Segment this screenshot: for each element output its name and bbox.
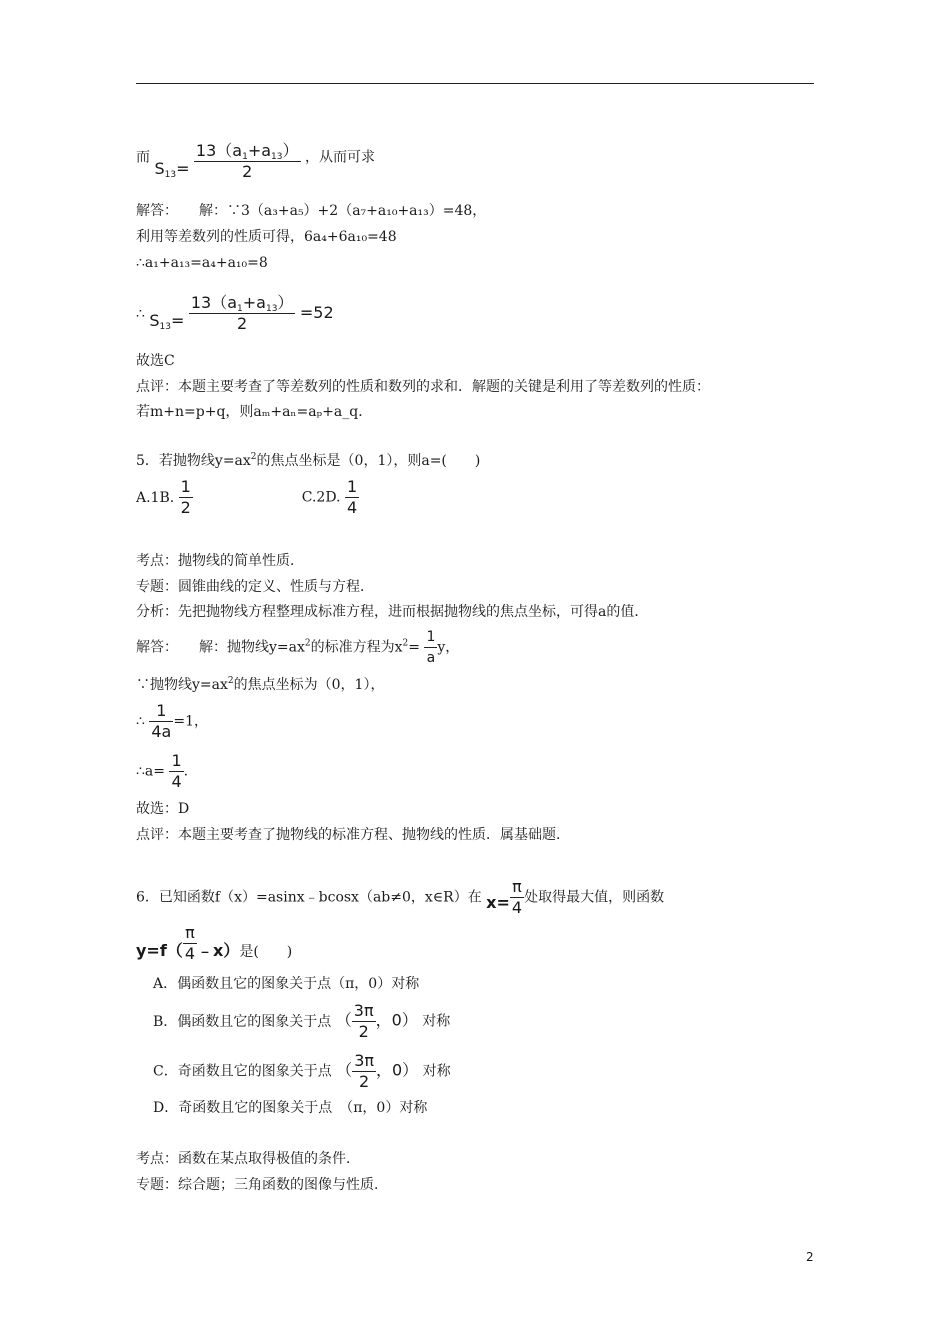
- fraction: $\frac{\pi}{4}$: [511, 877, 523, 917]
- fraction: $\frac{1}{4}$: [171, 751, 182, 791]
- option-c: C．奇函数且它的图象关于点 （ $\frac{3\pi}{2}$ ，0） 对称: [153, 1051, 451, 1091]
- question-6-stem: 6．已知函数f（x）=asinx﹣bcosx（ab≠0，x∈R）在 x= $\frac{\pi}{4}$ 处取得最大值，则函数: [136, 877, 665, 917]
- question-5-stem: 5．若抛物线$y=ax^2$的焦点坐标是（0，1），则a=( ): [136, 452, 481, 469]
- fraction: $\frac{3\pi}{2}$: [354, 1051, 374, 1091]
- solution-line: ∴a₁+a₁₃=a₄+a₁₀=8: [136, 255, 268, 271]
- choice: 故选：D: [136, 801, 190, 817]
- s13-symbol: $S_{13}=$: [154, 158, 190, 180]
- solution-line: 解答： 解：∵3（a₃+a₅）+2（a₇+a₁₀+a₁₃）=48，: [136, 203, 487, 219]
- jieda: 解答： 解：抛物线$y=ax^2$的标准方程为$x^2=$ $\frac{1}{a}$ y，: [136, 629, 460, 666]
- equation-line: ∴ $\frac{1}{4a}$ =1，: [136, 701, 208, 741]
- option-a: A．偶函数且它的图象关于点（π，0）对称: [153, 976, 420, 992]
- formula-s13-result: ∴ $S_{13}=$ $\frac{13(a_1+a_{13})}{2}$ =52: [136, 293, 334, 333]
- question-5-options: A.1B. $\frac{1}{2}$ C.2D. $\frac{1}{4}$: [136, 477, 358, 517]
- fraction: $\frac{\pi}{4}$: [184, 923, 195, 963]
- header-rule: [136, 83, 814, 84]
- fraction: $\frac{3\pi}{2}$: [353, 1001, 374, 1041]
- equation-line: ∴a= $\frac{1}{4}$ .: [136, 751, 189, 791]
- comment: 若m+n=p+q，则aₘ+aₙ=aₚ+a_q．: [136, 404, 373, 420]
- comment: 点评：本题主要考查了抛物线的标准方程、抛物线的性质．属基础题．: [136, 827, 570, 843]
- solution-line: 利用等差数列的性质可得，6a₄+6a₁₀=48: [136, 229, 397, 245]
- fraction: $\frac{1}{a}$: [426, 629, 436, 666]
- formula-s13-intro: 而 $S_{13}=$ $\frac{13(a_1+a_{13})}{2}$ ，从而可求: [136, 141, 375, 181]
- fenxi: 分析：先把抛物线方程整理成标准方程，进而根据抛物线的焦点坐标，可得a的值．: [136, 604, 649, 620]
- fraction: $\frac{13(a_1+a_{13})}{2}$: [195, 141, 299, 181]
- focus-line: ∵抛物线$y=ax^2$的焦点坐标为（0，1），: [136, 676, 385, 693]
- option-d: D．奇函数且它的图象关于点 （π，0）对称: [153, 1100, 428, 1116]
- page-number: 2: [806, 1250, 814, 1264]
- fraction: $\frac{1}{4}$: [346, 477, 358, 517]
- choice: 故选C: [136, 353, 175, 369]
- option-b: B．偶函数且它的图象关于点 （ $\frac{3\pi}{2}$ ，0） 对称: [153, 1001, 451, 1041]
- comment: 点评：本题主要考查了等差数列的性质和数列的求和．解题的关键是利用了等差数列的性质：: [136, 379, 710, 395]
- kaodian: 考点：函数在某点取得极值的条件．: [136, 1151, 360, 1167]
- fraction: $\frac{1}{4a}$: [151, 701, 172, 741]
- zhuanti: 专题：综合题；三角函数的图像与性质．: [136, 1177, 388, 1193]
- kaodian: 考点：抛物线的简单性质．: [136, 553, 304, 569]
- fraction: $\frac{13(a_1+a_{13})}{2}$: [190, 293, 294, 333]
- zhuanti: 专题：圆锥曲线的定义、性质与方程．: [136, 579, 374, 595]
- fraction: $\frac{1}{2}$: [180, 477, 191, 517]
- question-6-stem-2: y=f（ $\frac{\pi}{4}$ ﹣x）是( ): [136, 923, 293, 963]
